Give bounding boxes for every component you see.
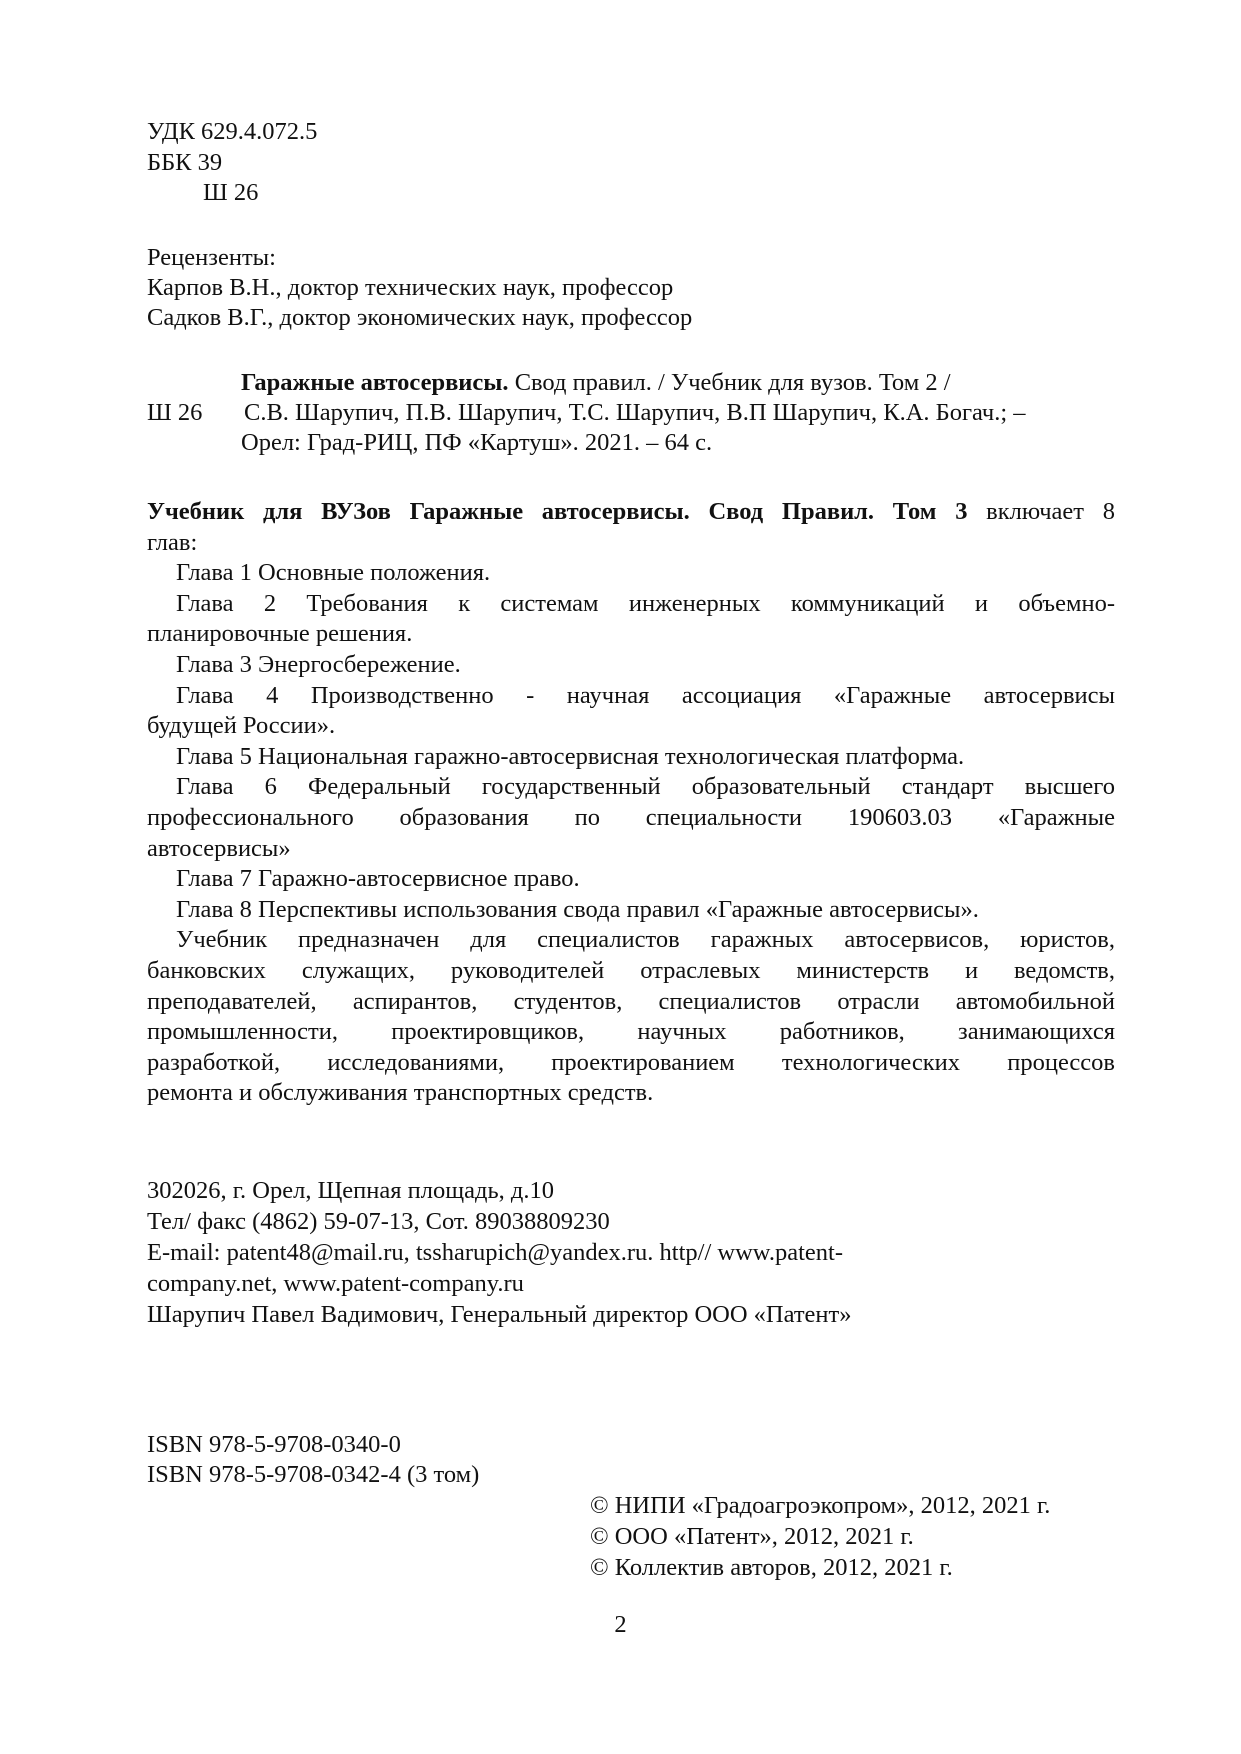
isbn-line: ISBN 978-5-9708-0342-4 (3 том) <box>147 1461 480 1488</box>
audience-line-3: преподавателей, аспирантов, студентов, специалистов отрасли автомобильной <box>147 987 1115 1015</box>
phone: Тел/ факс (4862) 59-07-13, Сот. 89038809230 <box>147 1208 610 1235</box>
reviewer-item: Карпов В.Н., доктор технических наук, профессор <box>147 274 674 301</box>
reviewers-section <box>147 243 692 333</box>
isbn-line: ISBN 978-5-9708-0340-0 <box>147 1431 401 1458</box>
address: 302026, г. Орел, Щепная площадь, д.10 <box>147 1177 554 1204</box>
chapter-7: Глава 7 Гаражно-автосервисное право. <box>176 865 580 893</box>
audience-line-6: ремонта и обслуживания транспортных средств. <box>147 1079 654 1107</box>
isbn-block <box>147 1430 479 1490</box>
bibliographic-authors: С.В. Шарупич, П.В. Шарупич, Т.С. Шарупич, В.П Шарупич, К.А. Богач.; – <box>244 399 1026 426</box>
chapter-4-line-1: Глава 4 Производственно - научная ассоциация «Гаражные автосервисы <box>176 681 1115 709</box>
chapter-6-line-1: Глава 6 Федеральный государственный образовательный стандарт высшего <box>176 773 1115 801</box>
chapter-2-line-2: планировочные решения. <box>147 620 413 648</box>
reviewers-label: Рецензенты: <box>147 244 276 271</box>
chapter-4-line-2: будущей России». <box>147 712 336 740</box>
copyright-line: © ООО «Патент», 2012, 2021 г. <box>590 1523 914 1550</box>
reviewer-item: Садков В.Г., доктор экономических наук, профессор <box>147 304 693 331</box>
copyright-line: © НИПИ «Градоагроэкопром», 2012, 2021 г. <box>590 1492 1051 1519</box>
chapter-8: Глава 8 Перспективы использования свода правил «Гаражные автосервисы». <box>176 895 979 923</box>
copyright-line: © Коллектив авторов, 2012, 2021 г. <box>590 1554 953 1581</box>
page-number: 2 <box>614 1611 627 1638</box>
publisher-contacts <box>147 1175 851 1330</box>
email-line-2: company.net, www.patent-company.ru <box>147 1270 524 1297</box>
book-summary <box>147 497 1115 1109</box>
classification-codes <box>147 117 317 209</box>
bibliographic-code: Ш 26 <box>147 399 203 426</box>
summary-intro-bold: Учебник для ВУЗов Гаражные автосервисы. Свод Правил. Том 3 <box>147 498 968 525</box>
book-title: Гаражные автосервисы. <box>241 369 509 396</box>
chapter-3: Глава 3 Энергосбережение. <box>176 650 461 678</box>
audience-line-1: Учебник предназначен для специалистов гаражных автосервисов, юристов, <box>176 926 1115 954</box>
chapter-6-line-2: профессионального образования по специальности 190603.03 «Гаражные <box>147 803 1115 831</box>
bibliographic-line-1 <box>241 368 951 398</box>
audience-line-4: промышленности, проектировщиков, научных работников, занимающихся <box>147 1018 1115 1046</box>
audience-line-5: разработкой, исследованиями, проектированием технологических процессов <box>147 1048 1115 1076</box>
author-mark: Ш 26 <box>203 179 259 206</box>
copyright-block <box>590 1490 1050 1583</box>
book-subtitle: Свод правил. / Учебник для вузов. Том 2 / <box>508 369 951 396</box>
chapter-5: Глава 5 Национальная гаражно-автосервисная технологическая платформа. <box>176 742 965 770</box>
director: Шарупич Павел Вадимович, Генеральный директор ООО «Патент» <box>147 1301 852 1328</box>
chapter-1: Глава 1 Основные положения. <box>176 559 491 587</box>
bibliographic-publisher: Орел: Град-РИЦ, ПФ «Картуш». 2021. – 64 с. <box>241 429 713 456</box>
email-line-1: E-mail: patent48@mail.ru, tssharupich@yandex.ru. http// www.patent- <box>147 1239 844 1266</box>
bbk-code: ББК 39 <box>147 148 223 176</box>
udk-code: УДК 629.4.072.5 <box>147 118 318 145</box>
audience-line-2: банковских служащих, руководителей отраслевых министерств и ведомств, <box>147 956 1115 984</box>
chapter-2-line-1: Глава 2 Требования к системам инженерных коммуникаций и объемно- <box>176 589 1115 617</box>
summary-intro <box>147 497 1115 528</box>
chapter-6-line-3: автосервисы» <box>147 834 291 862</box>
summary-intro-rest: включает 8 <box>967 498 1115 525</box>
summary-intro-end: глав: <box>147 528 198 556</box>
